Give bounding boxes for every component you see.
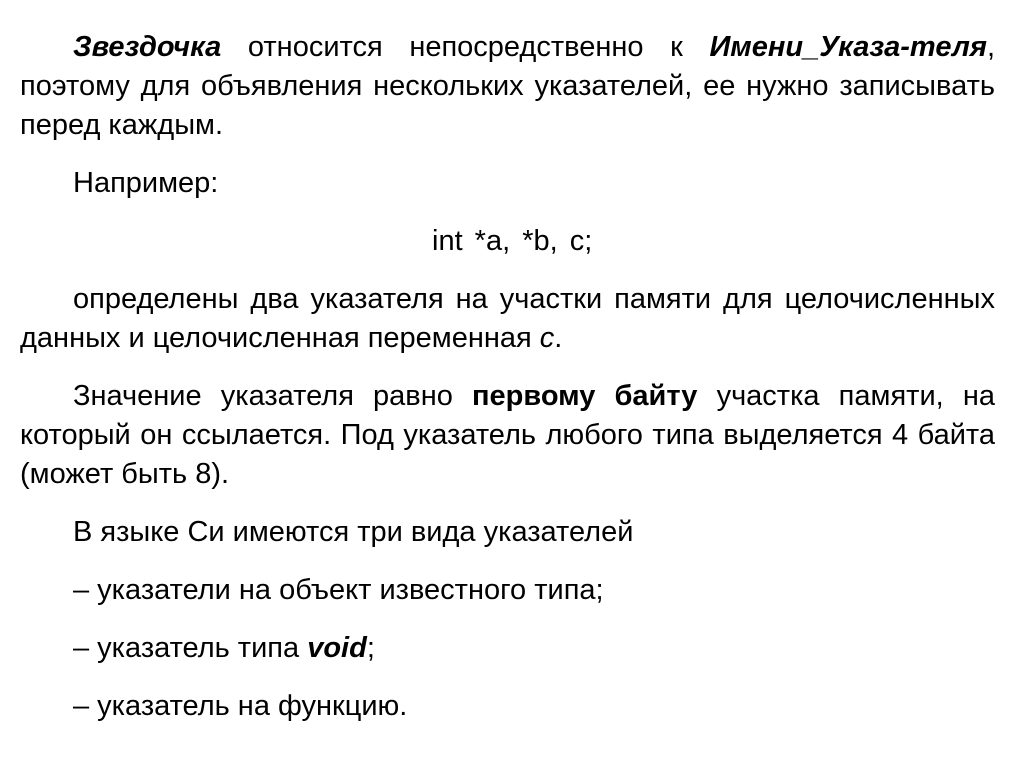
list-item bbox=[20, 629, 995, 668]
list-item bbox=[20, 687, 995, 726]
paragraph-definition bbox=[20, 280, 995, 358]
text-segment: . bbox=[554, 322, 563, 354]
list-item-text: – указатель типа bbox=[73, 632, 308, 664]
list-item-text: – указатели на объект известного типа; bbox=[73, 574, 604, 606]
text-segment: , поэтому для объявления нескольких указателей, ее нужно записывать перед каждым. bbox=[20, 31, 995, 141]
code-line: int *a, *b, c; bbox=[432, 225, 593, 257]
term-void: void bbox=[307, 632, 367, 664]
text-segment: Значение указателя равно bbox=[73, 380, 473, 412]
code-example bbox=[20, 222, 995, 261]
text-segment: участка памяти, на который он ссылается. Под указатель любого типа выделяется 4 байта (может быть 8). bbox=[20, 380, 995, 490]
paragraph-example-label bbox=[20, 164, 995, 203]
term-pointer-name: Имени_Указа-теля bbox=[709, 31, 987, 63]
text-segment: определены два указателя на участки памяти для целочисленных данных и целочисленная переменная bbox=[20, 283, 995, 354]
paragraph-pointer-kinds bbox=[20, 513, 995, 552]
example-label: Например: bbox=[73, 167, 219, 199]
document-page bbox=[20, 28, 995, 745]
term-asterisk: Звездочка bbox=[73, 31, 222, 63]
text-segment: относится непосредственно к bbox=[221, 31, 710, 63]
text-segment: В языке Си имеются три вида указателей bbox=[73, 516, 634, 548]
paragraph-pointer-value bbox=[20, 377, 995, 494]
term-first-byte: первому байту bbox=[472, 380, 698, 412]
variable-name: с bbox=[539, 322, 555, 354]
list-item-text: ; bbox=[366, 632, 375, 664]
list-item bbox=[20, 571, 995, 610]
paragraph-pointer-asterisk bbox=[20, 28, 995, 145]
list-item-text: – указатель на функцию. bbox=[73, 690, 408, 722]
